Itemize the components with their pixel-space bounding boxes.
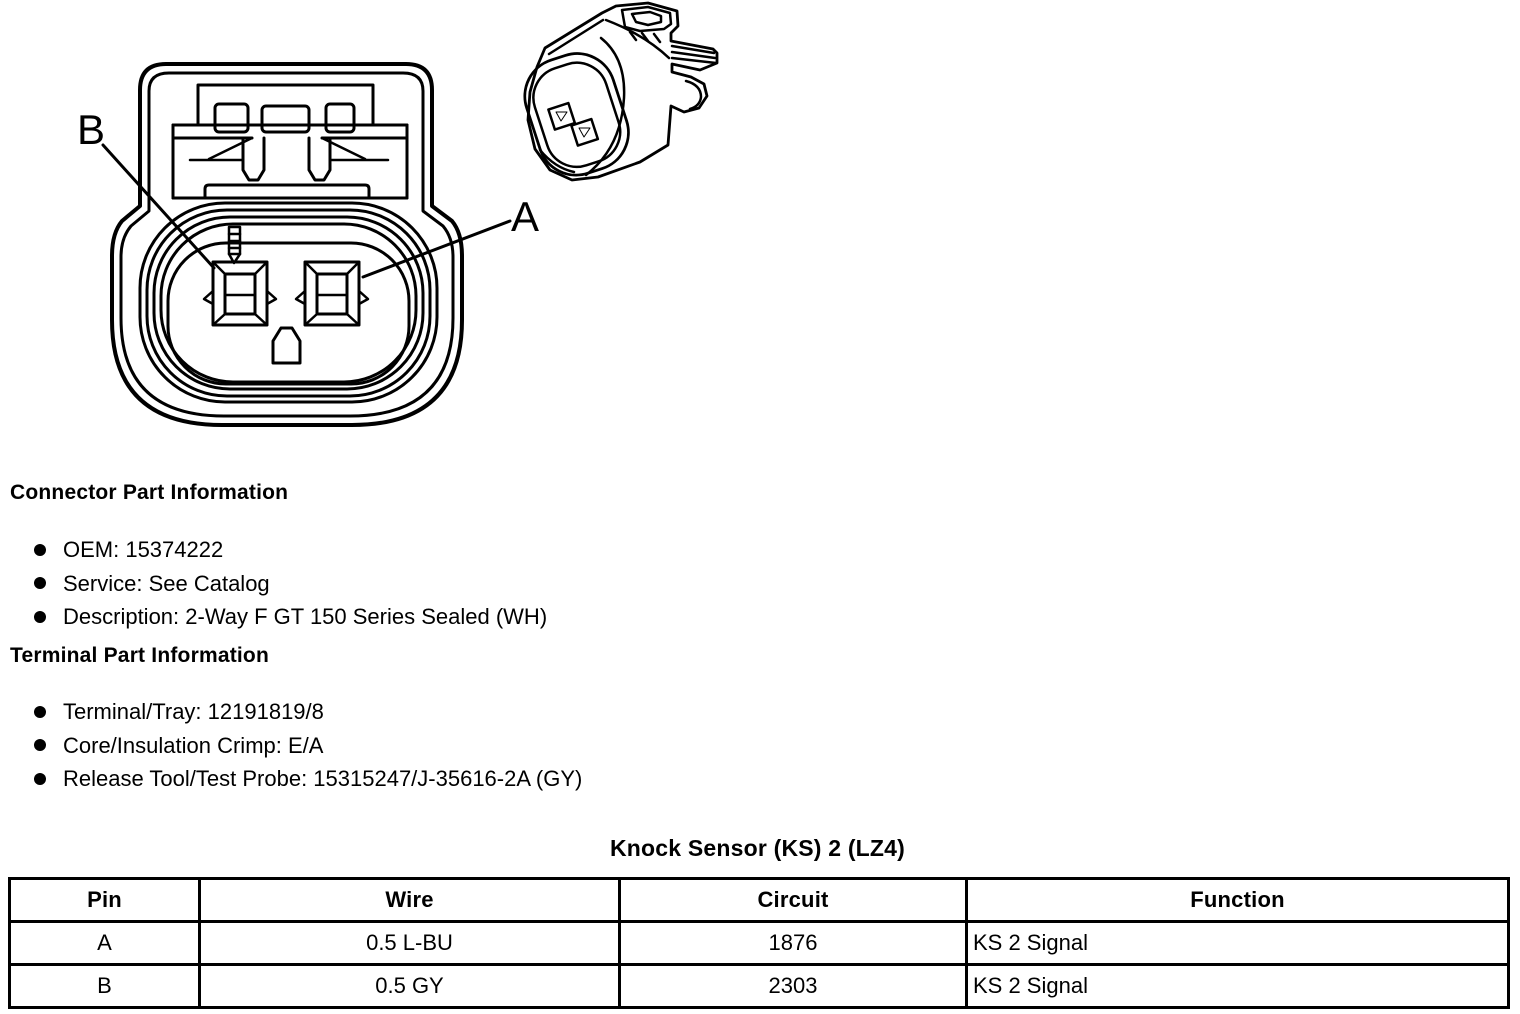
bullet-item: Description: 2-Way F GT 150 Series Sealed (WH) bbox=[34, 600, 547, 634]
connector-diagram bbox=[0, 0, 760, 470]
cell-wire: 0.5 L-BU bbox=[200, 922, 620, 965]
cell-pin: B bbox=[10, 965, 200, 1008]
pin-label-a: A bbox=[511, 193, 540, 240]
cell-circuit: 2303 bbox=[620, 965, 967, 1008]
terminal-cavity-a bbox=[296, 262, 368, 325]
terminal-part-information-list bbox=[34, 695, 582, 796]
cell-circuit: 1876 bbox=[620, 922, 967, 965]
connector-iso-view-drawing bbox=[515, 3, 717, 185]
header-circuit: Circuit bbox=[620, 879, 967, 922]
terminal-cavity-b bbox=[204, 262, 276, 325]
cell-pin: A bbox=[10, 922, 200, 965]
bullet-item: Release Tool/Test Probe: 15315247/J-35616-2A (GY) bbox=[34, 762, 582, 796]
connector-part-information-list bbox=[34, 533, 547, 634]
bullet-item: Terminal/Tray: 12191819/8 bbox=[34, 695, 582, 729]
table-header-row bbox=[10, 879, 1509, 922]
cell-function: KS 2 Signal bbox=[967, 922, 1509, 965]
bullet-item: Core/Insulation Crimp: E/A bbox=[34, 729, 582, 763]
header-wire: Wire bbox=[200, 879, 620, 922]
pin-label-b: B bbox=[77, 106, 106, 153]
bullet-item: Service: See Catalog bbox=[34, 567, 547, 601]
cell-wire: 0.5 GY bbox=[200, 965, 620, 1008]
header-pin: Pin bbox=[10, 879, 200, 922]
bullet-item: OEM: 15374222 bbox=[34, 533, 547, 567]
leader-line-a bbox=[363, 221, 510, 277]
connector-part-information-heading: Connector Part Information bbox=[10, 481, 289, 504]
terminal-part-information-heading: Terminal Part Information bbox=[10, 644, 269, 667]
table-row bbox=[10, 965, 1509, 1008]
table-title: Knock Sensor (KS) 2 (LZ4) bbox=[609, 835, 906, 861]
header-function: Function bbox=[967, 879, 1509, 922]
pinout-table bbox=[8, 877, 1510, 1009]
cell-function: KS 2 Signal bbox=[967, 965, 1509, 1008]
table-row bbox=[10, 922, 1509, 965]
connector-front-view-drawing bbox=[112, 64, 462, 425]
